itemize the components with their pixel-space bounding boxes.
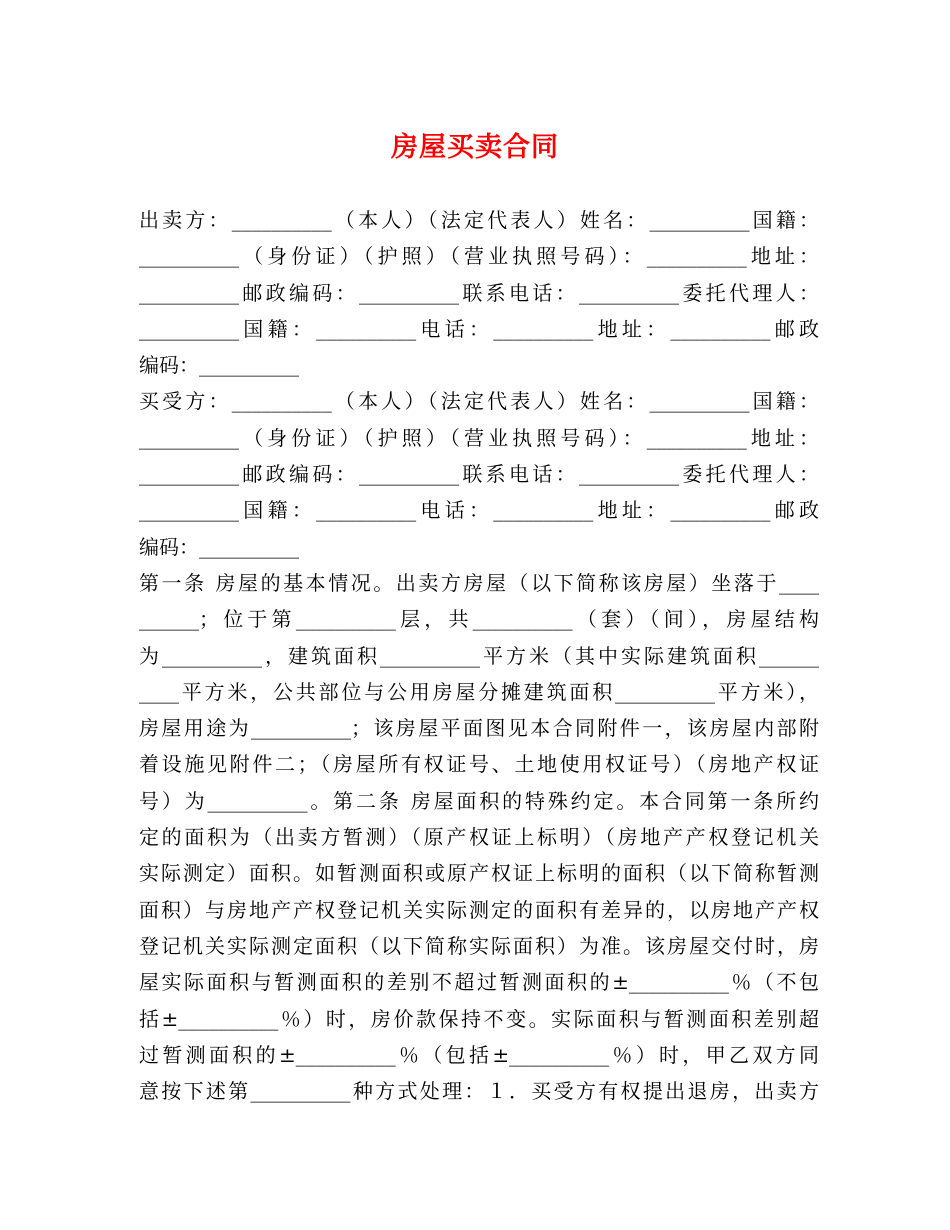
contract-line: 过暂测面积的±__________％（包括±__________％）时，甲乙双方同 xyxy=(139,1042,819,1067)
contract-line: __________国籍：__________电话：__________地址：__________邮政 xyxy=(139,316,819,341)
contract-line: 意按下述第__________种方式处理：１．买受方有权提出退房，出卖方 xyxy=(139,1079,819,1104)
contract-line: ______；位于第__________层，共__________（套）（间），房屋结构 xyxy=(139,607,819,632)
contract-line: __________邮政编码：__________联系电话：__________委托代理人： xyxy=(139,280,819,305)
contract-line: 房屋用途为__________；该房屋平面图见本合同附件一，该房屋内部附 xyxy=(139,716,819,741)
contract-line: ____平方米，公共部位与公用房屋分摊建筑面积__________平方米）， xyxy=(139,679,819,704)
contract-body xyxy=(139,202,819,1109)
contract-line: 号）为__________。第二条 房屋面积的特殊约定。本合同第一条所约 xyxy=(139,788,819,813)
contract-line: 定的面积为（出卖方暂测）（原产权证上标明）（房地产产权登记机关 xyxy=(139,825,819,850)
contract-line: 为__________，建筑面积__________平方米（其中实际建筑面积______ xyxy=(139,643,819,668)
contract-line: 编码：__________ xyxy=(139,353,299,378)
document-title: 房屋买卖合同 xyxy=(391,132,559,163)
contract-line: 屋实际面积与暂测面积的差别不超过暂测面积的±__________％（不包 xyxy=(139,970,819,995)
contract-line: __________（身份证）（护照）（营业执照号码）：__________地址： xyxy=(139,244,819,269)
contract-line: 买受方：__________（本人）（法定代表人）姓名：__________国籍： xyxy=(139,389,819,414)
contract-line: 实际测定）面积。如暂测面积或原产权证上标明的面积（以下简称暂测 xyxy=(139,861,819,886)
contract-line: __________国籍：__________电话：__________地址：__________邮政 xyxy=(139,498,819,523)
contract-line: __________（身份证）（护照）（营业执照号码）：__________地址： xyxy=(139,425,819,450)
contract-line: 第一条 房屋的基本情况。出卖方房屋（以下简称该房屋）坐落于____ xyxy=(139,570,819,595)
contract-line: 登记机关实际测定面积（以下简称实际面积）为准。该房屋交付时，房 xyxy=(139,933,819,958)
contract-line: __________邮政编码：__________联系电话：__________委托代理人： xyxy=(139,462,819,487)
contract-line: 面积）与房地产产权登记机关实际测定的面积有差异的，以房地产产权 xyxy=(139,897,819,922)
contract-line: 括±__________％）时，房价款保持不变。实际面积与暂测面积差别超 xyxy=(139,1006,819,1031)
contract-line: 编码：__________ xyxy=(139,534,299,559)
contract-line: 出卖方：__________（本人）（法定代表人）姓名：__________国籍： xyxy=(139,208,819,232)
contract-line: 着设施见附件二；（房屋所有权证号、土地使用权证号）（房地产权证 xyxy=(139,752,819,777)
